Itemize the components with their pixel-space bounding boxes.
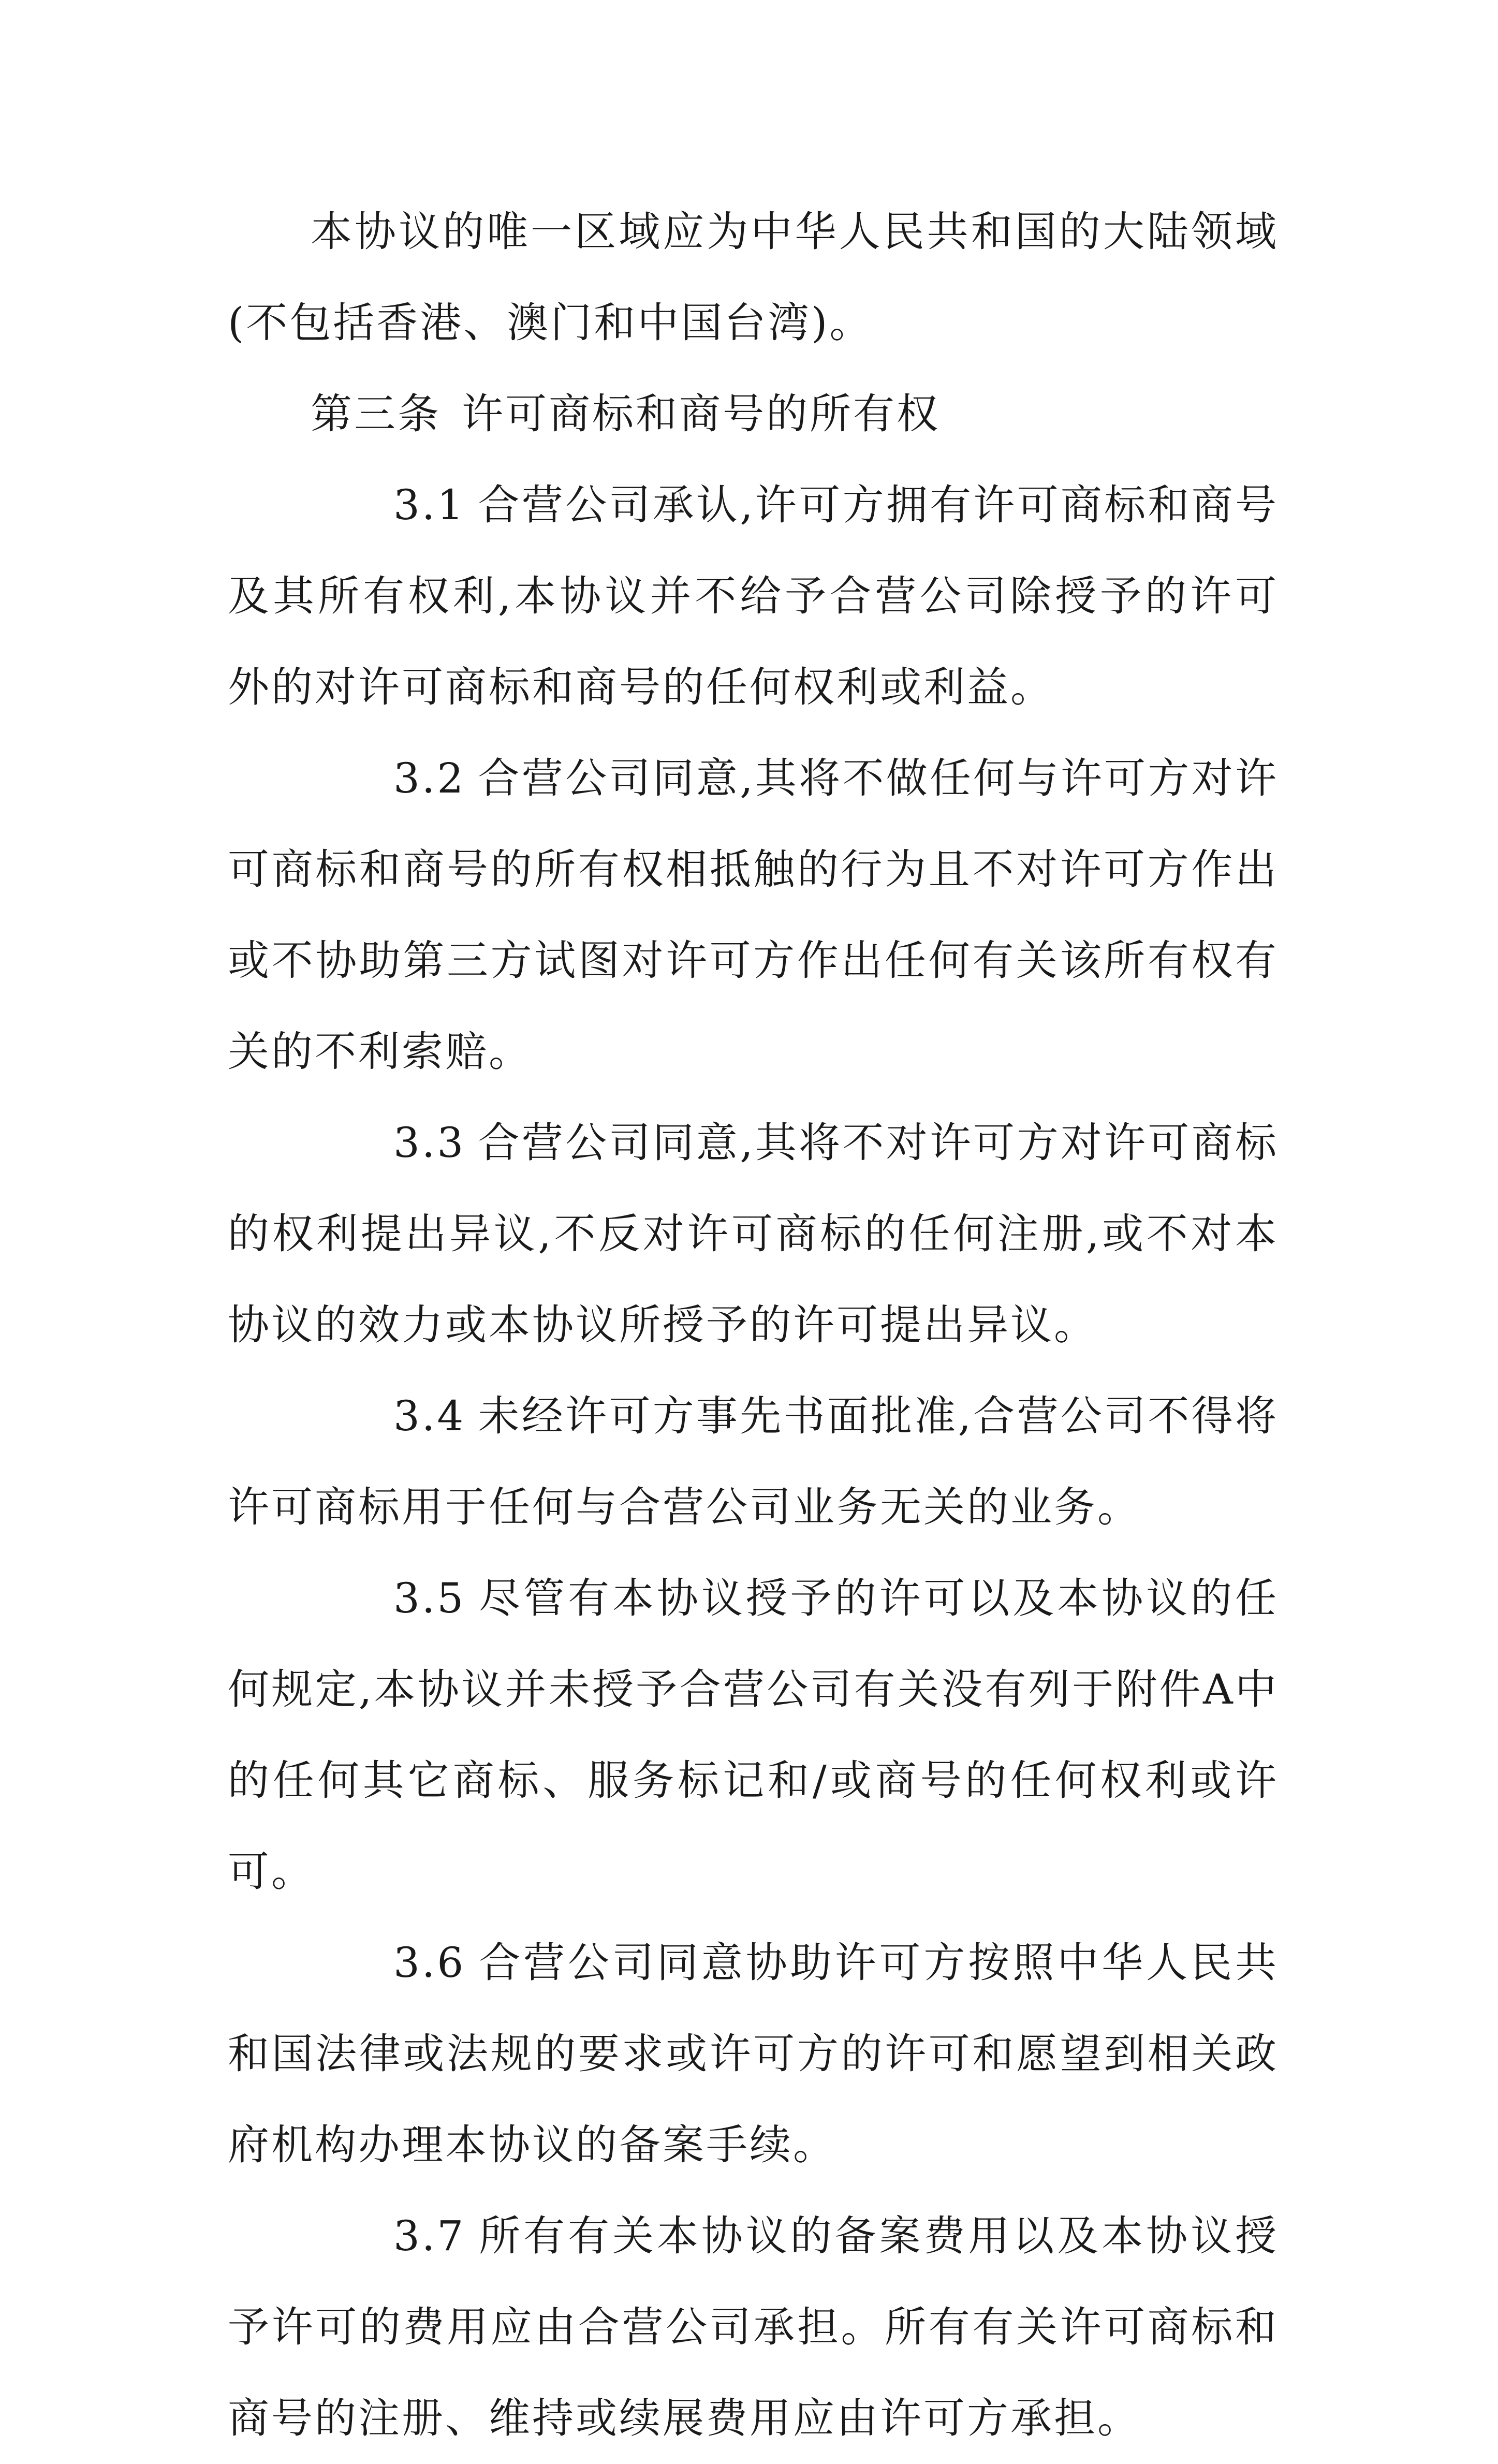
clause-3-5 — [228, 1553, 1279, 1917]
clause-3-6 — [228, 1917, 1279, 2191]
clause-text: 合营公司同意,其将不对许可方对许可商标的权利提出异议,不反对许可商标的任何注册,或不对本协议的效力或本协议所授予的许可提出异议。 — [228, 1119, 1279, 1349]
article-heading — [228, 369, 1279, 460]
clause-text: 合营公司承认,许可方拥有许可商标和商号及其所有权利,本协议并不给予合营公司除授予的许可外的对许可商标和商号的任何权利或利益。 — [228, 481, 1279, 711]
clause-number: 3.2 — [393, 754, 466, 802]
clause-number: 3.6 — [393, 1939, 466, 1987]
document-body — [228, 186, 1279, 2464]
clause-3-7 — [228, 2191, 1279, 2464]
clause-number: 3.1 — [393, 481, 466, 529]
article-title: 许可商标和商号的所有权 — [462, 390, 940, 438]
clause-text: 合营公司同意协助许可方按照中华人民共和国法律或法规的要求或许可方的许可和愿望到相关政府机构办理本协议的备案手续。 — [228, 1939, 1279, 2169]
clause-3-1 — [228, 460, 1279, 733]
intro-text: 本协议的唯一区域应为中华人民共和国的大陆领域(不包括香港、澳门和中国台湾)。 — [228, 208, 1279, 347]
clause-number: 3.7 — [393, 2212, 466, 2260]
clause-text: 所有有关本协议的备案费用以及本协议授予许可的费用应由合营公司承担。所有有关许可商标和商号的注册、维持或续展费用应由许可方承担。 — [228, 2212, 1279, 2442]
intro-paragraph — [228, 186, 1279, 369]
clause-3-4 — [228, 1371, 1279, 1553]
clause-number: 3.3 — [393, 1119, 466, 1167]
article-number: 第三条 — [311, 390, 441, 438]
clause-3-3 — [228, 1097, 1279, 1371]
clause-number: 3.4 — [393, 1392, 466, 1440]
clause-text: 合营公司同意,其将不做任何与许可方对许可商标和商号的所有权相抵触的行为且不对许可方作出或不协助第三方试图对许可方作出任何有关该所有权有关的不利索赔。 — [228, 754, 1279, 1076]
clause-text: 尽管有本协议授予的许可以及本协议的任何规定,本协议并未授予合营公司有关没有列于附件A中的任何其它商标、服务标记和/或商号的任何权利或许可。 — [228, 1574, 1279, 1896]
clause-number: 3.5 — [393, 1574, 466, 1622]
clause-3-2 — [228, 733, 1279, 1097]
clause-text: 未经许可方事先书面批准,合营公司不得将许可商标用于任何与合营公司业务无关的业务。 — [228, 1392, 1279, 1531]
